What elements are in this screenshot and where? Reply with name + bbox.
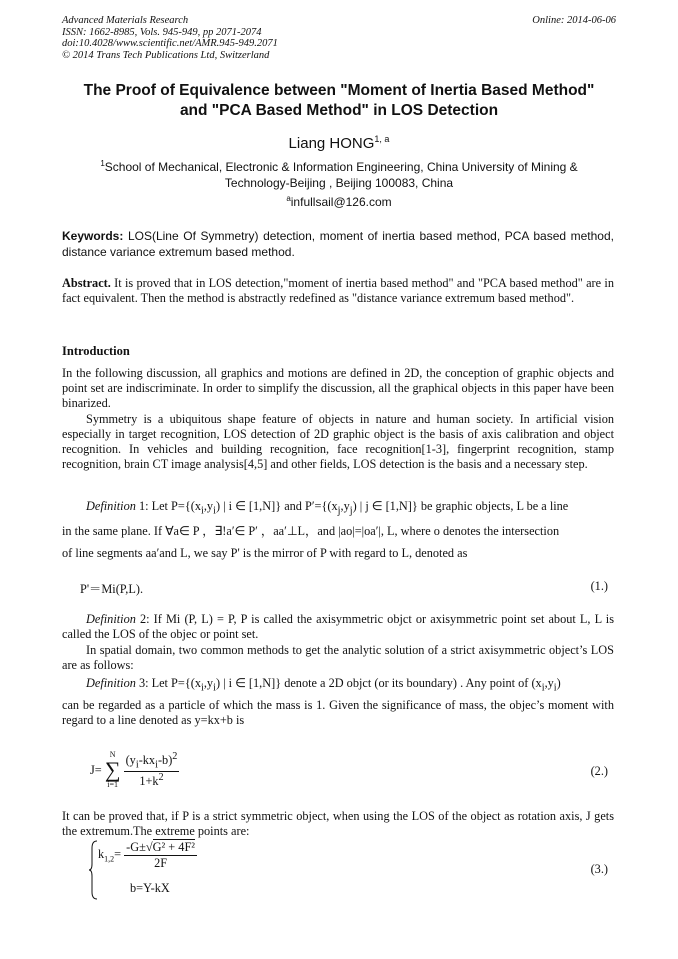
sub-j: j [349, 505, 353, 517]
definition-3-label: Definition [86, 676, 136, 690]
doi-line: doi:10.4028/www.scientific.net/AMR.945-949.2071 [62, 38, 278, 49]
definition-2-label: Definition [86, 612, 136, 626]
journal-header [62, 15, 278, 61]
definition-3-point-b: ,y [544, 676, 554, 690]
numerator-a: -G± [126, 840, 146, 854]
affiliation [70, 156, 608, 191]
numerator-part-c: -b) [157, 753, 173, 768]
definition-3-set: {(x [184, 676, 201, 690]
author [0, 134, 678, 152]
issn-line: ISSN: 1662-8985, Vols. 945-949, pp 2071-2074 [62, 26, 262, 38]
equation-3-fraction [124, 840, 197, 871]
definition-3-line-1 [62, 676, 614, 695]
k-label: k [98, 847, 105, 862]
keywords-text: LOS(Line Of Symmetry) detection, moment of inertia based method, PCA based method, distance variance extremum based method. [62, 229, 614, 259]
equation-2-numerator [124, 751, 180, 772]
definition-3-text-end: denote a 2D objct (or its boundary) . Any point of (x [281, 676, 542, 690]
equation-3-line-2: b=Y-kX [130, 881, 170, 895]
denominator-text: 1+k [139, 773, 159, 788]
denominator-exponent: 2 [158, 771, 164, 783]
email-text: infullsail@126.com [290, 195, 392, 209]
summation [105, 750, 121, 790]
paragraph-spatial-domain: In spatial domain, two common methods to get the analytic solution of a strict axisymmetric object’s LOS are as follows: [62, 643, 614, 672]
sub-i: i [553, 682, 557, 694]
sub-i: i [200, 682, 204, 694]
abstract-label: Abstract. [62, 276, 111, 290]
sum-upper: N [109, 750, 116, 759]
equation-1: P'＝Mi(P,L). [80, 582, 144, 596]
affiliation-sup: 1 [100, 159, 105, 168]
sum-lower: i=1 [107, 780, 119, 789]
equation-3-k [98, 847, 121, 863]
affiliation-text: School of Mechanical, Electronic & Information Engineering, China University of Mining & Technology-Beijing , Beijing 100083, China [104, 160, 578, 190]
equation-3-line-1 [98, 840, 197, 871]
author-sup: 1, a [374, 134, 390, 144]
definition-3-rest: can be regarded as a particle of which the mass is 1. Given the significance of mass, the objec’s moment with regard to a line denoted as y=kx+b is [62, 698, 614, 727]
left-brace [88, 840, 98, 900]
definition-3-text-a: 3: Let P= [135, 676, 185, 690]
intro-paragraph-1: In the following discussion, all graphics and motions are defined in 2D, the conception of graphic objects and point set are indiscriminate. In order to simplify the discussion, all the graphical objects in this paper have been binarized. [62, 366, 614, 410]
title-line-2: and "PCA Based Method" in LOS Detection [179, 102, 499, 119]
email-sup: a [286, 194, 291, 203]
numerator-part-b: -kx [138, 753, 156, 768]
equation-2-fraction [124, 751, 180, 789]
keywords-label: Keywords: [62, 229, 124, 243]
definition-1-set-p-prime-c: ) | j ∈ [1,N]} [352, 499, 418, 513]
definition-1-line-1 [62, 499, 614, 518]
definition-1-text-end: be graphic objects, L be a line [417, 499, 569, 513]
definition-1-set-p-prime-b: ,y [340, 499, 350, 513]
equation-2-denominator [124, 772, 180, 789]
numerator-part-a: (y [125, 753, 136, 768]
sub-i: i [541, 682, 545, 694]
paragraph-proof: It can be proved that, if P is a strict symmetric object, when using the LOS of the object as rotation axis, J gets the extremum.The extreme points are: [62, 809, 614, 838]
definition-3-set-c: ) | i ∈ [1,N]} [215, 676, 282, 690]
author-name: Liang HONG [288, 135, 375, 152]
definition-2 [62, 612, 614, 642]
equation-2 [90, 750, 179, 790]
equation-2-number: (2.) [590, 764, 608, 778]
sub-i: i [155, 759, 158, 771]
sub-j: j [337, 505, 341, 517]
section-heading-introduction: Introduction [62, 344, 130, 358]
definition-1-line-2: in the same plane. If ∀a∈ P ，∃!a′∈ P′ ，aa′⊥L，and |ao|=|oa′|, L, where o denotes the intersection [62, 524, 560, 538]
definition-1-text-a: 1: Let P= [135, 499, 185, 513]
journal-name: Advanced Materials Research [62, 15, 189, 26]
equation-1-number: (1.) [590, 579, 608, 593]
definition-1-set-p-c: ) | i ∈ [1,N]} [215, 499, 282, 513]
definition-1-line-3: of line segments aa′and L, we say P' is the mirror of P with regard to L, denoted as [62, 546, 468, 560]
sub-i: i [135, 759, 139, 771]
email [0, 194, 678, 209]
sigma-symbol: ∑ [104, 757, 121, 782]
equation-3-number: (3.) [590, 862, 608, 876]
sub-i: i [213, 682, 216, 694]
definition-3-set-b: ,y [203, 676, 214, 690]
numerator-exponent: 2 [172, 751, 178, 763]
definition-1-set-p-b: ,y [203, 499, 214, 513]
definition-3-point-c: ) [556, 676, 561, 690]
title-line-1: The Proof of Equivalence between "Moment of Inertia Based Method" [83, 82, 595, 99]
intro-paragraph-2: Symmetry is a ubiquitous shape feature of objects in nature and human society. In artificial vision especially in target recognition, LOS detection of 2D graphic object is the basis of axis calibration and object recognition. In vehicles and building recognition, face recognition[1-3], fingerprint recognition, stamp recognition, brain CT image analysis[4,5] and other fields, LOS detection is the basis and a necessary step. [62, 412, 614, 471]
equation-3-denominator: 2F [154, 856, 168, 870]
radicand: G² + 4F² [152, 840, 195, 854]
definition-1-and: and P′= [281, 499, 322, 513]
paper-title [40, 81, 638, 121]
sub-i: i [200, 505, 204, 517]
k-subscript: 1,2 [104, 854, 115, 864]
definition-1-label: Definition [86, 499, 136, 513]
equation-2-lhs: J= [90, 762, 102, 777]
abstract [62, 276, 614, 306]
definition-2-text: 2: If Mi (P, L) = P, P is called the axisymmetric objct or axisymmetric point set about L, L is called the LOS of the objec or point set. [62, 612, 614, 641]
definition-1-set-p: {(x [184, 499, 201, 513]
copyright-line: © 2014 Trans Tech Publications Ltd, Switzerland [62, 49, 270, 61]
equation-3-numerator [124, 840, 197, 856]
abstract-text: It is proved that in LOS detection,"moment of inertia based method" and "PCA based method" are in fact equivalent. Then the method is abstractly redefined as "distance variance extremum based method". [62, 276, 614, 305]
sub-i: i [213, 505, 216, 517]
online-date: Online: 2014-06-06 [532, 15, 616, 26]
equals-sign: = [114, 847, 122, 862]
keywords [62, 229, 614, 260]
definition-1-set-p-prime: {(x [321, 499, 338, 513]
sqrt-sign: √ [145, 840, 153, 854]
